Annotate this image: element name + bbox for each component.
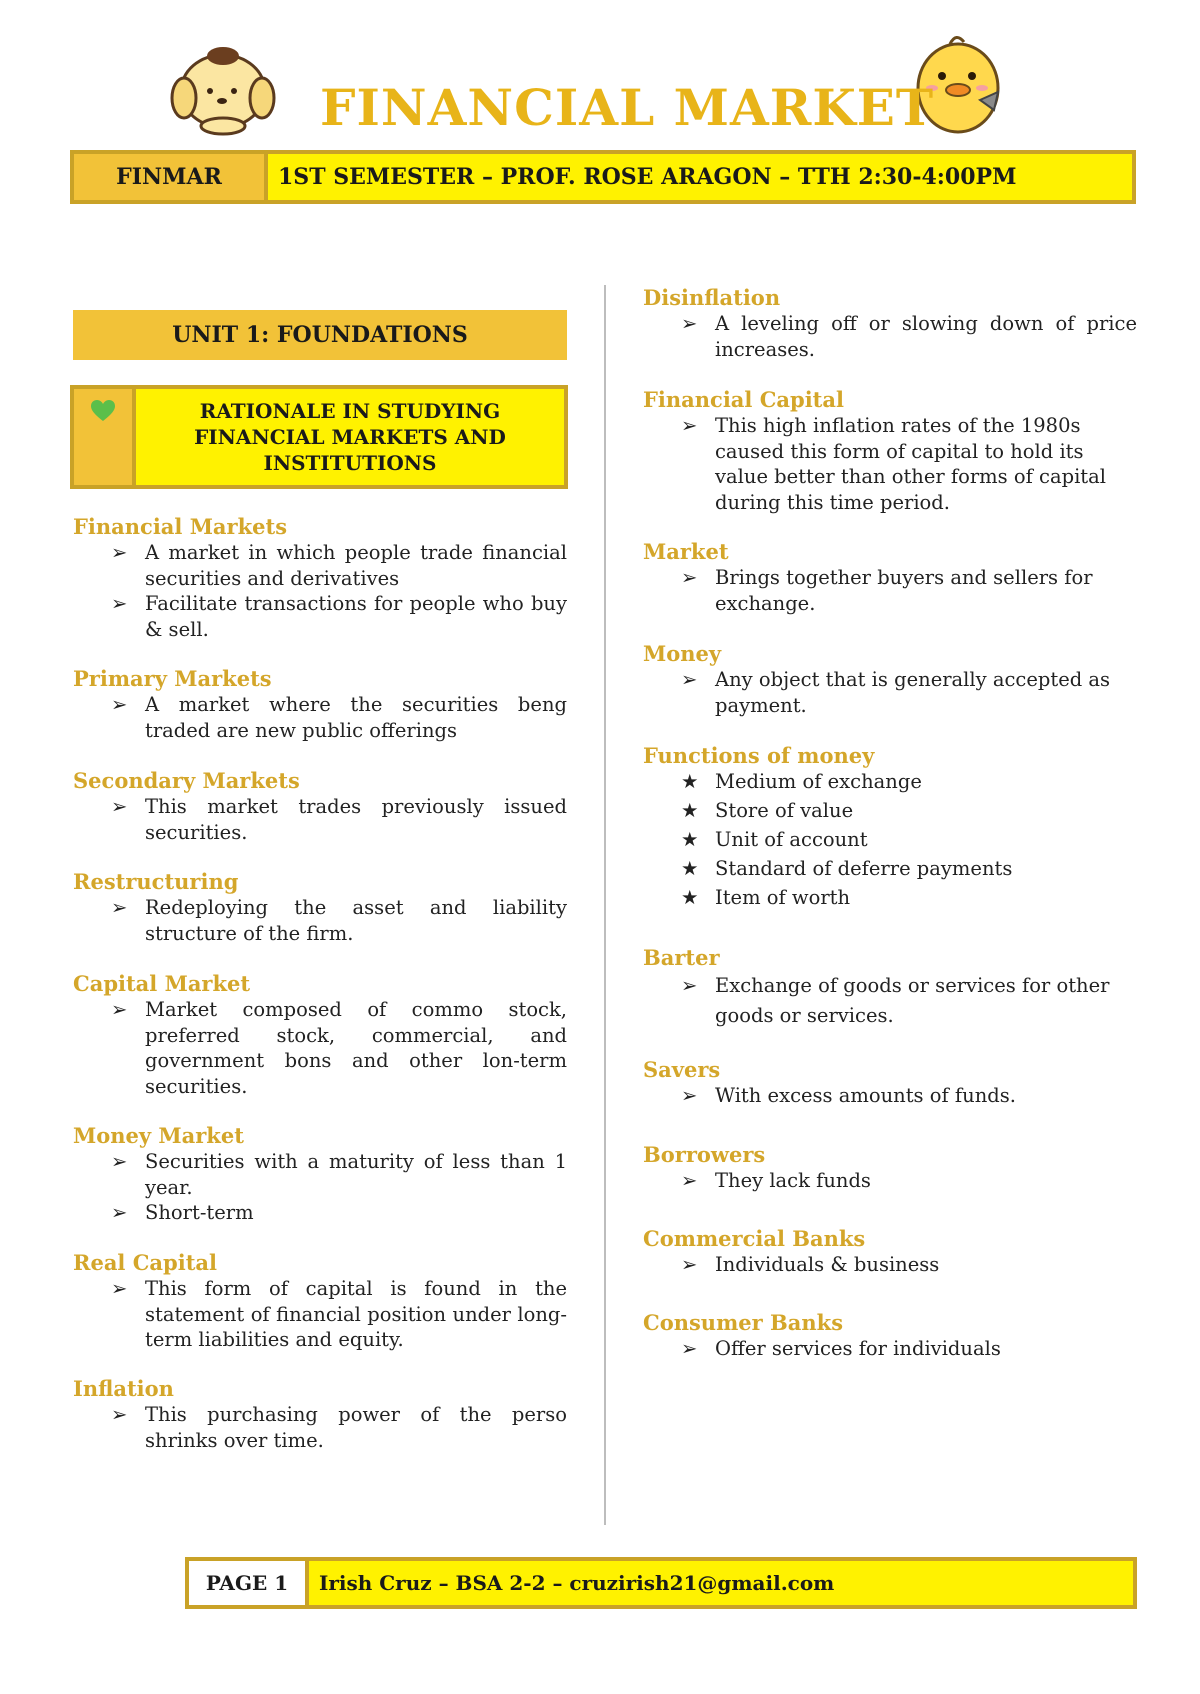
arrow-bullet-icon: ➢ — [111, 693, 128, 716]
term-primary-markets: Primary Markets — [73, 666, 272, 691]
list-item: ➢ A leveling off or slowing down of price increases. — [681, 312, 1137, 361]
star-bullet-icon: ★ — [681, 886, 699, 909]
list-item: ➢ Brings together buyers and sellers for exchange. — [681, 566, 1093, 615]
term-money: Money — [643, 641, 722, 666]
arrow-bullet-icon: ➢ — [681, 312, 698, 335]
list-item: ➢ A market in which people trade financial securities and derivatives — [111, 541, 567, 590]
term-restructuring: Restructuring — [73, 869, 239, 894]
rationale-line: RATIONALE IN STUDYING — [199, 399, 501, 423]
list-item: ➢ Market composed of commo stock, preferred stock, commercial, and government bons and other lon-term securities. — [111, 998, 567, 1098]
arrow-bullet-icon: ➢ — [681, 414, 698, 437]
list-item: ➢ Any object that is generally accepted as payment. — [681, 668, 1111, 717]
list-item: ➢ This market trades previously issued securities. — [111, 795, 567, 844]
arrow-bullet-icon: ➢ — [111, 541, 128, 564]
green-heart-icon — [90, 399, 116, 423]
term-money-market: Money Market — [73, 1123, 244, 1148]
list-item: ★ Item of worth — [681, 886, 851, 909]
list-item: ★ Unit of account — [681, 828, 868, 851]
term-secondary-markets: Secondary Markets — [73, 768, 300, 793]
arrow-bullet-icon: ➢ — [681, 668, 698, 691]
term-commercial-banks: Commercial Banks — [643, 1226, 866, 1251]
pompompurin-mascot-icon — [168, 36, 278, 136]
rationale-line: FINANCIAL MARKETS AND — [194, 425, 506, 449]
list-item: ★ Store of value — [681, 799, 854, 822]
term-financial-capital: Financial Capital — [643, 387, 844, 412]
arrow-bullet-icon: ➢ — [681, 1337, 698, 1360]
arrow-bullet-icon: ➢ — [681, 1253, 698, 1276]
page-title: FINANCIAL MARKET — [320, 78, 935, 137]
list-item: ➢ Securities with a maturity of less than 1 year. — [111, 1150, 567, 1199]
arrow-bullet-icon: ➢ — [111, 1403, 128, 1426]
star-bullet-icon: ★ — [681, 770, 699, 793]
unit-title: UNIT 1: FOUNDATIONS — [73, 310, 567, 360]
course-code: FINMAR — [74, 154, 268, 200]
list-item: ➢ Exchange of goods or services for other goods or services. — [643, 971, 1137, 1031]
term-financial-markets: Financial Markets — [73, 514, 288, 539]
arrow-bullet-icon: ➢ — [111, 1277, 128, 1300]
arrow-bullet-icon: ➢ — [681, 566, 698, 589]
star-bullet-icon: ★ — [681, 828, 699, 851]
list-item: ➢ Individuals & business — [681, 1253, 940, 1276]
arrow-bullet-icon: ➢ — [111, 1150, 128, 1173]
page-footer — [185, 1557, 1137, 1609]
list-item: ➢ Short-term — [111, 1201, 254, 1224]
arrow-bullet-icon: ➢ — [681, 1084, 698, 1107]
column-divider — [604, 285, 606, 1525]
list-item: ➢ Redeploying the asset and liability structure of the firm. — [111, 896, 567, 945]
term-functions-of-money: Functions of money — [643, 743, 875, 768]
arrow-bullet-icon: ➢ — [111, 1201, 128, 1224]
list-item: ★ Medium of exchange — [681, 770, 922, 793]
term-savers: Savers — [643, 1057, 721, 1082]
list-item: ➢ Offer services for individuals — [681, 1337, 1001, 1360]
rationale-box — [70, 385, 568, 489]
star-bullet-icon: ★ — [681, 857, 699, 880]
course-info: 1ST SEMESTER – PROF. ROSE ARAGON – TTH 2:30-4:00PM — [278, 164, 1017, 190]
term-capital-market: Capital Market — [73, 971, 251, 996]
course-header-bar — [70, 150, 1136, 204]
term-borrowers: Borrowers — [643, 1142, 766, 1167]
rationale-line: INSTITUTIONS — [263, 451, 437, 475]
arrow-bullet-icon: ➢ — [111, 592, 128, 615]
arrow-bullet-icon: ➢ — [681, 974, 698, 997]
page-number: PAGE 1 — [189, 1561, 309, 1605]
list-item: ➢ This high inflation rates of the 1980s caused this form of capital to hold its value better than other forms of capital during this time period. — [681, 414, 1106, 514]
arrow-bullet-icon: ➢ — [111, 896, 128, 919]
term-inflation: Inflation — [73, 1376, 174, 1401]
arrow-bullet-icon: ➢ — [681, 1169, 698, 1192]
list-item: ➢ A market where the securities beng traded are new public offerings — [111, 693, 567, 742]
term-real-capital: Real Capital — [73, 1250, 217, 1275]
list-item: ➢ They lack funds — [681, 1169, 871, 1192]
arrow-bullet-icon: ➢ — [111, 998, 128, 1021]
term-consumer-banks: Consumer Banks — [643, 1310, 844, 1335]
star-bullet-icon: ★ — [681, 799, 699, 822]
list-item: ➢ This form of capital is found in the statement of financial position under long-term liabilities and equity. — [111, 1277, 567, 1351]
rationale-title — [136, 389, 564, 485]
list-item: ➢ This purchasing power of the perso shrinks over time. — [111, 1403, 567, 1452]
author-info: Irish Cruz – BSA 2-2 – cruzirish21@gmail.com — [319, 1571, 835, 1595]
term-barter: Barter — [643, 945, 720, 970]
term-disinflation: Disinflation — [643, 285, 781, 310]
rationale-icon-cell — [74, 389, 136, 485]
list-item: ➢ With excess amounts of funds. — [681, 1084, 1016, 1107]
list-item: ➢ Facilitate transactions for people who buy & sell. — [111, 592, 567, 641]
list-item: ★ Standard of deferre payments — [681, 857, 1013, 880]
term-market: Market — [643, 539, 729, 564]
arrow-bullet-icon: ➢ — [111, 795, 128, 818]
